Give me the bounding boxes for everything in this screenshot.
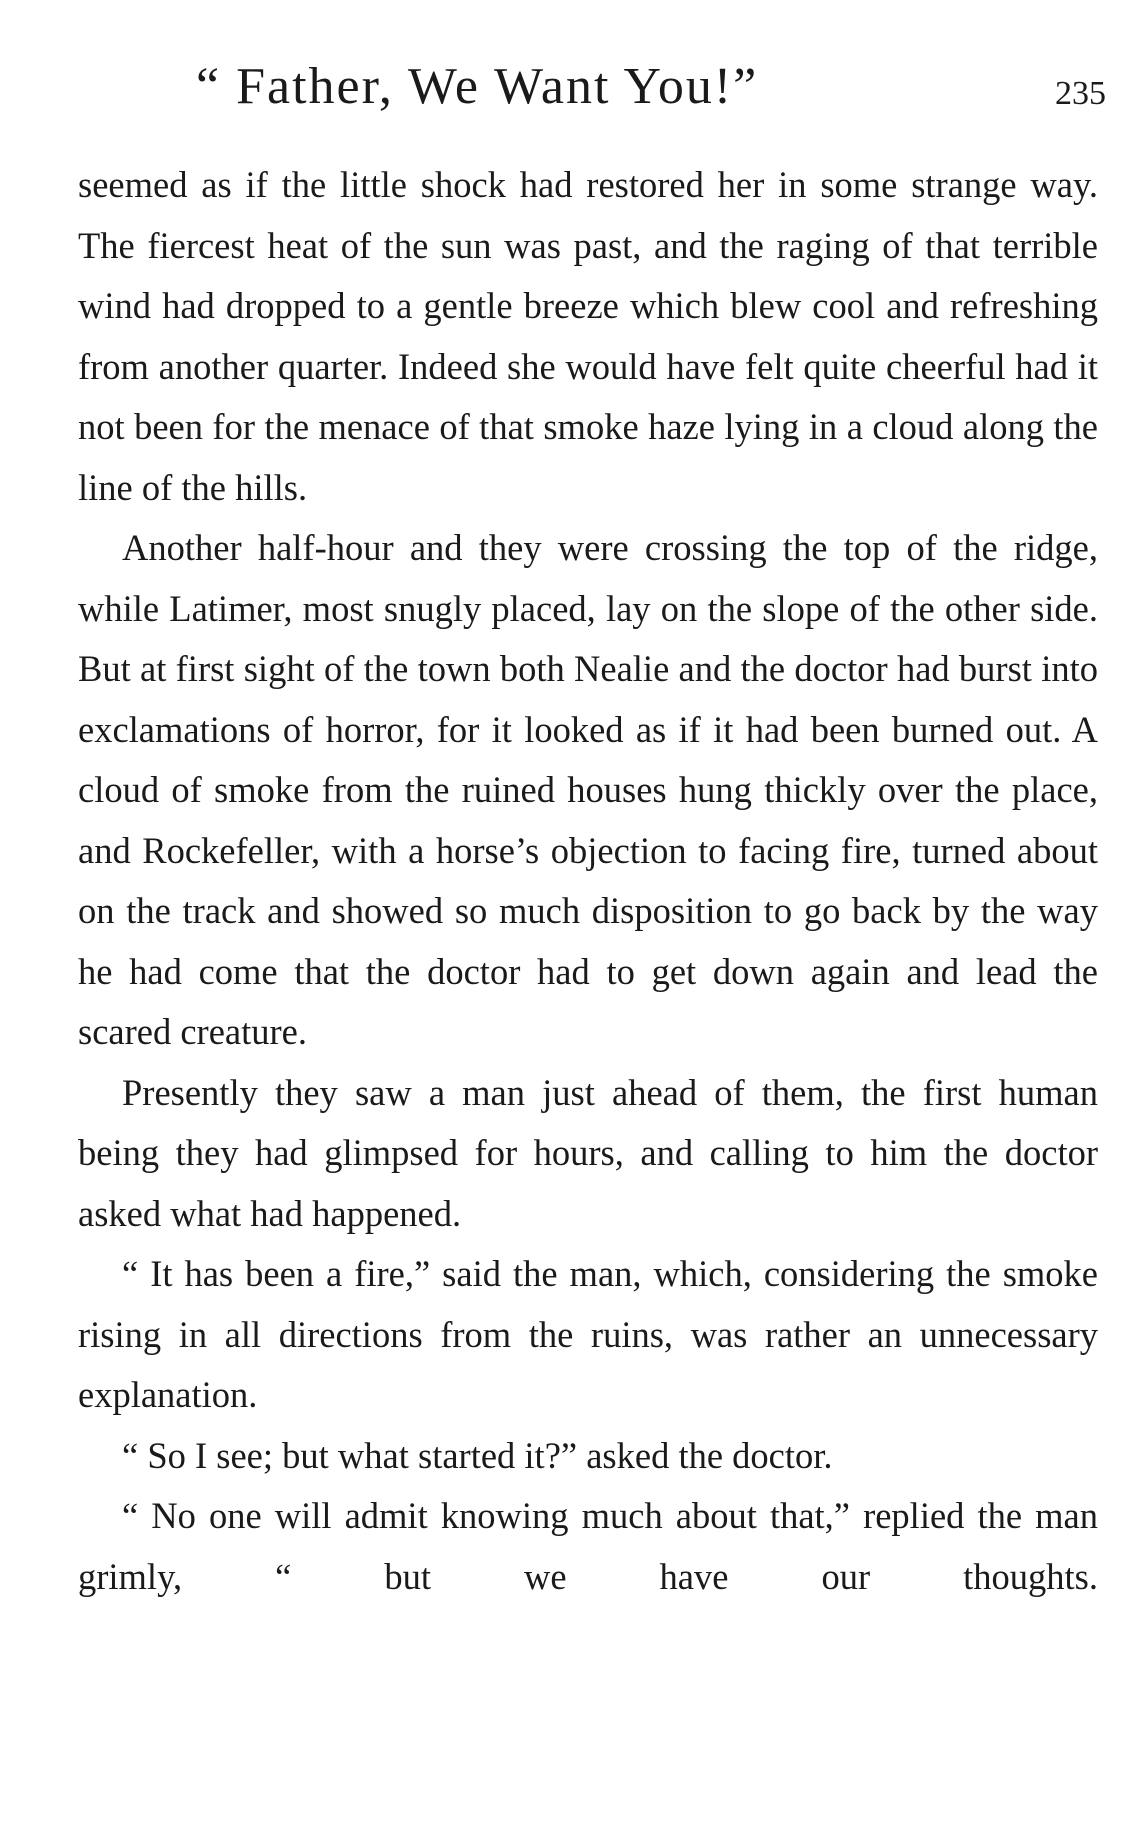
running-title: “ Father, We Want You!” [196,58,759,115]
page-header [196,52,1106,122]
paragraph-6: “ No one will admit knowing much about that,” replied the man grimly, “ but we have our thoughts. [78,1495,1098,1597]
paragraph-5: “ So I see; but what started it?” asked the doctor. [122,1434,833,1476]
page-number: 235 [1055,75,1106,112]
paragraph-4: “ It has been a fire,” said the man, which, considering the smoke rising in all directions from the ruins, was rather an unnecessary explanation. [78,1253,1098,1415]
body-text [78,155,1098,1607]
paragraph-1: seemed as if the little shock had restored her in some strange way. The fiercest heat of the sun was past, and the raging of that terrible wind had dropped to a gentle breeze which blew cool and refreshing from another quarter. Indeed she would have felt quite cheerful had it not been for the menace of that smoke haze lying in a cloud along the line of the hills. [78,164,1098,508]
paragraph-2: Another half-hour and they were crossing the top of the ridge, while Latimer, most snugly placed, lay on the slope of the other side. But at first sight of the town both Nealie and the doctor had burst into exclamations of horror, for it looked as if it had been burned out. A cloud of smoke from the ruined houses hung thickly over the place, and Rockefeller, with a horse’s objection to facing fire, turned about on the track and showed so much disposition to go back by the way he had come that the doctor had to get down again and lead the scared creature. [78,527,1098,1052]
paragraph-3: Presently they saw a man just ahead of them, the first human being they had glimpsed for hours, and calling to him the doctor asked what had happened. [78,1071,1098,1234]
